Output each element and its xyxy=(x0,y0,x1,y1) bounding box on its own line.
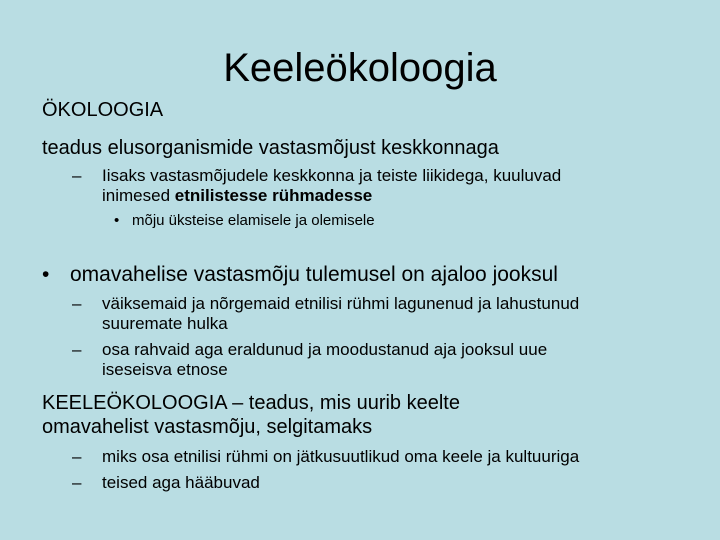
language-ecology-dash2: teised aga hääbuvad xyxy=(102,473,260,492)
language-ecology-dash1: miks osa etnilisi rühmi on jätkusuutlikud oma keele ja kultuuriga xyxy=(102,447,580,466)
interaction-bullet-text: omavahelise vastasmõju tulemusel on ajaloo jooksul xyxy=(70,263,558,286)
dash-marker: – xyxy=(72,294,82,313)
dash-marker: – xyxy=(72,473,82,492)
language-ecology-line1: KEELEÖKOLOOGIA – teadus, mis uurib keelte xyxy=(42,392,460,414)
ecology-dash-line2-plain: inimesed xyxy=(102,186,175,205)
section-interaction xyxy=(42,262,682,380)
dash-marker: – xyxy=(72,166,82,185)
ecology-heading: ÖKOLOOGIA xyxy=(42,99,164,121)
language-ecology-dash-item-1 xyxy=(42,447,682,467)
section-ecology xyxy=(42,98,682,230)
ecology-sub-bullet xyxy=(42,212,682,230)
ecology-dash-line2 xyxy=(102,186,682,206)
bullet-marker: • xyxy=(42,263,50,286)
interaction-dash-item-2 xyxy=(42,340,682,380)
slide-title: Keeleökoloogia xyxy=(223,46,497,90)
ecology-dash-line2-bold: etnilistesse rühmadesse xyxy=(174,186,373,205)
interaction-dash2-line1: osa rahvaid aga eraldunud ja moodustanud aja jooksul uue xyxy=(102,340,548,359)
interaction-bullet xyxy=(42,262,682,288)
interaction-dash1-line1: väiksemaid ja nõrgemaid etnilisi rühmi lagunenud ja lahustunud xyxy=(102,294,580,313)
interaction-dash1-line2: suuremate hulka xyxy=(102,314,228,333)
ecology-definition: teadus elusorganismide vastasmõjust keskkonnaga xyxy=(42,137,499,159)
language-ecology-line2: omavahelist vastasmõju, selgitamaks xyxy=(42,416,373,438)
dash-marker: – xyxy=(72,340,82,359)
bullet-marker: • xyxy=(114,212,120,229)
ecology-dash-line1: Iisaks vastasmõjudele keskkonna ja teiste liikidega, kuuluvad xyxy=(102,166,562,185)
dash-marker: – xyxy=(72,447,82,466)
interaction-dash2-line2: iseseisva etnose xyxy=(102,360,228,379)
language-ecology-dash-item-2 xyxy=(42,473,682,493)
section-language-ecology xyxy=(42,391,682,493)
interaction-dash-item-1 xyxy=(42,294,682,334)
ecology-dash-item xyxy=(42,166,682,206)
ecology-sub-bullet-text: mõju üksteise elamisele ja olemisele xyxy=(132,212,375,229)
